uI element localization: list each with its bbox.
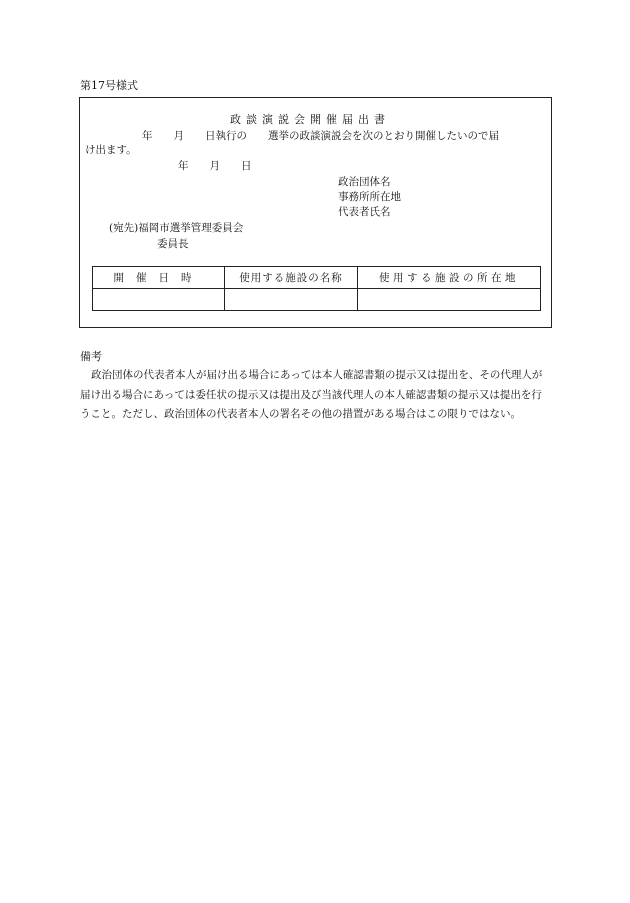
addressee-committee: (宛先)福岡市選挙管理委員会 [109,222,244,234]
remarks-body: 政治団体の代表者本人が届け出る場合にあっては本人確認書類の提示又は提出を、その代理人が届け出る場合にあっては委任状の提示又は提出及び当該代理人の本人確認書類の提示又は提出を行うこと。ただし、政治団体の代表者本人の署名その他の措置がある場合はこの限りではない。 [80,369,543,420]
representative-name-label: 代表者氏名 [338,206,391,218]
table-row [93,289,541,311]
facility-table [92,266,541,311]
remarks-title: 備考 [80,350,102,363]
org-name-label: 政治団体名 [338,176,391,188]
office-address-label: 事務所所在地 [338,191,401,203]
header-facility-name: 使用する施設の名称 [225,267,358,289]
addressee-chairperson: 委員長 [157,238,189,250]
form-number: 第17号様式 [80,79,138,92]
header-datetime: 開催日時 [93,267,225,289]
header-facility-address: 使用する施設の所在地 [358,267,541,289]
opening-statement-line2: け出ます。 [85,144,137,156]
cell-facility-address [358,289,541,311]
cell-datetime [93,289,225,311]
cell-facility-name [225,289,358,311]
opening-statement-line1: 年 月 日執行の 選挙の政談演説会を次のとおり開催したいので届 [142,130,499,142]
submission-date: 年 月 日 [178,160,252,172]
form-title: 政談演説会開催届出書 [230,113,390,126]
table-header-row [93,267,541,289]
form-frame [79,97,552,328]
